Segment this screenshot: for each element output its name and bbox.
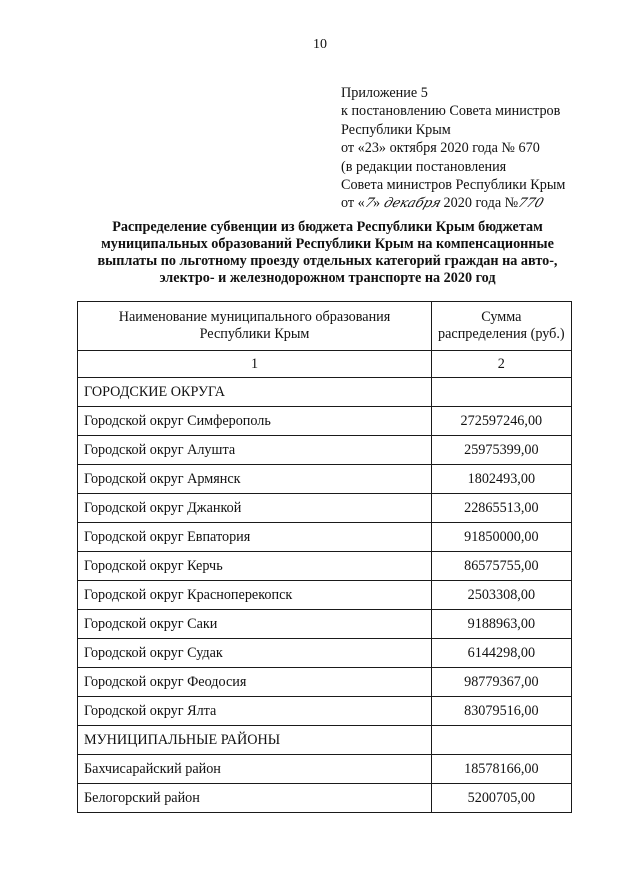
distribution-table [77,301,572,813]
section-row-districts [78,726,572,755]
municipality-name: Городской округ Саки [78,610,432,639]
table-row [78,697,572,726]
distribution-amount: 6144298,00 [432,639,572,668]
section-empty-cell [432,726,572,755]
column-number-1: 1 [78,351,432,378]
distribution-amount: 18578166,00 [432,755,572,784]
column-number-row [78,351,572,378]
distribution-amount: 272597246,00 [432,407,572,436]
distribution-amount: 2503308,00 [432,581,572,610]
header-amount-cell [432,302,572,351]
table-row [78,407,572,436]
distribution-amount: 22865513,00 [432,494,572,523]
municipality-name: Городской округ Керчь [78,552,432,581]
distribution-amount: 25975399,00 [432,436,572,465]
distribution-amount: 86575755,00 [432,552,572,581]
document-title [70,219,585,287]
appendix-line-date [341,194,631,213]
header-name-line: Наименование муниципального образования [118,309,391,325]
title-line: муниципальных образований Республики Крым на компенсационные [101,236,554,252]
section-title: МУНИЦИПАЛЬНЫЕ РАЙОНЫ [78,726,432,755]
header-amount-line: Сумма [481,309,522,325]
table-row [78,523,572,552]
table-header-row [78,302,572,351]
table-row [78,494,572,523]
section-title: ГОРОДСКИЕ ОКРУГА [78,378,432,407]
distribution-amount: 83079516,00 [432,697,572,726]
table-row [78,639,572,668]
header-name-cell [78,302,432,351]
column-number-2: 2 [432,351,572,378]
municipality-name: Городской округ Евпатория [78,523,432,552]
appendix-line: к постановлению Совета министров [341,103,561,120]
table-row [78,755,572,784]
distribution-amount: 1802493,00 [432,465,572,494]
table-row [78,552,572,581]
municipality-name: Белогорский район [78,784,432,813]
handwritten-day: 7 [362,196,376,212]
municipality-name: Бахчисарайский район [78,755,432,784]
distribution-amount: 5200705,00 [432,784,572,813]
title-line: выплаты по льготному проезду отдельных категорий граждан на авто-, [97,253,558,269]
appendix-line: Совета министров Республики Крым [341,177,566,194]
municipality-name: Городской округ Армянск [78,465,432,494]
section-empty-cell [432,378,572,407]
date-year: 2020 года № [439,195,519,212]
municipality-name: Городской округ Ялта [78,697,432,726]
handwritten-number: 770 [515,196,546,212]
appendix-line: Республики Крым [341,121,451,138]
municipality-name: Городской округ Судак [78,639,432,668]
section-row-urban [78,378,572,407]
header-name-line: Республики Крым [199,326,310,342]
header-amount-line: распределения (руб.) [438,326,565,342]
table-row [78,436,572,465]
appendix-line: (в редакции постановления [341,158,507,175]
appendix-line: Приложение 5 [341,85,428,101]
table-row [78,610,572,639]
municipality-name: Городской округ Алушта [78,436,432,465]
table-row [78,668,572,697]
handwritten-month: декабря [381,196,443,212]
table-row [78,465,572,494]
municipality-name: Городской округ Красноперекопск [78,581,432,610]
appendix-block [341,84,631,214]
title-line: электро- и железнодорожном транспорте на 2020 год [159,270,496,286]
table-row [78,581,572,610]
distribution-amount: 98779367,00 [432,668,572,697]
municipality-name: Городской округ Джанкой [78,494,432,523]
date-prefix: от « [341,195,365,212]
date-mid: » [373,195,384,212]
table-row [78,784,572,813]
distribution-amount: 91850000,00 [432,523,572,552]
appendix-line: от «23» октября 2020 года № 670 [341,140,540,157]
municipality-name: Городской округ Симферополь [78,407,432,436]
distribution-amount: 9188963,00 [432,610,572,639]
title-line: Распределение субвенции из бюджета Республики Крым бюджетам [112,219,543,235]
page-number: 10 [313,37,327,52]
municipality-name: Городской округ Феодосия [78,668,432,697]
